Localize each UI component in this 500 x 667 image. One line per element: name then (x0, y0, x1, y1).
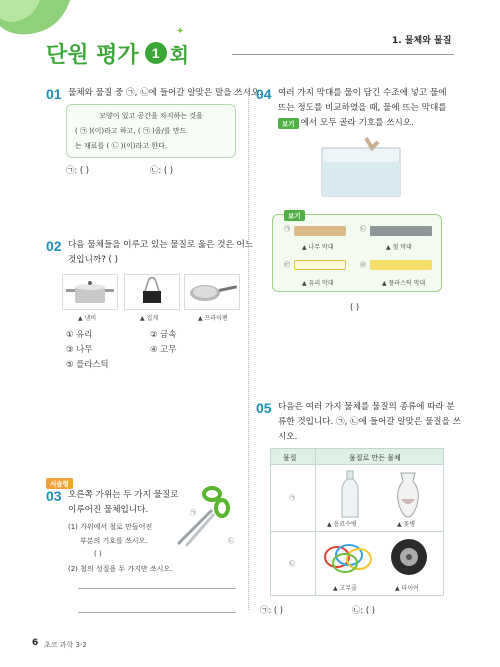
q04-item-label-1: ▲ 나무 막대 (302, 244, 334, 251)
q02-option-4[interactable]: ④ 고무 (150, 344, 177, 354)
water-tank-image (318, 134, 404, 198)
section-title: 1. 물체와 물질 (392, 36, 452, 46)
q03-sub1-blank[interactable]: ( ) (94, 550, 102, 558)
title-num: 1 (151, 45, 160, 61)
q02-item-label-1: ▲ 냄비 (78, 315, 97, 322)
q03-sub2: (2) 철의 성질을 두 가지만 쓰시오. (68, 565, 173, 573)
title-main: 단원 평가 (46, 42, 139, 68)
q04-text3: 에서 모두 골라 기호를 쓰시오. (300, 118, 414, 128)
q05-row2-item-1: ▲ 고무줄 (333, 585, 357, 592)
q03-label-b: ㉡ (228, 538, 235, 545)
q04-bogi-tag: 보기 (278, 118, 299, 129)
q04-item-label-4: ▲ 플라스틱 막대 (382, 280, 426, 287)
q01-answer-b[interactable]: ㉡: ( ) (150, 165, 174, 175)
sparkle-icon: ✦ (176, 26, 185, 37)
q03-answer-line-2[interactable] (78, 612, 236, 613)
footer-book-title: 초코 과학 3-2 (44, 641, 87, 649)
q02-number: 02 (46, 238, 62, 254)
q02-option-5[interactable]: ⑤ 플라스틱 (66, 359, 109, 369)
q05-col2-header: 물질로 만든 물체 (349, 454, 401, 462)
pan-image (184, 274, 240, 310)
pot-image (62, 274, 118, 310)
q04-answer[interactable]: ( ) (350, 302, 360, 312)
q01-box (66, 104, 236, 158)
q05-col1-header: 물질 (283, 454, 297, 462)
q02-option-2[interactable]: ② 금속 (150, 329, 177, 339)
iron-stick-image (370, 226, 432, 236)
title-num-badge (145, 42, 167, 64)
q05-col-divider (315, 449, 316, 595)
q02-option-1[interactable]: ① 유리 (66, 329, 93, 339)
q04-item-label-2: ▲ 철 막대 (386, 244, 412, 251)
q05-row1-item-2: ▲ 꽃병 (397, 521, 416, 528)
q01-number: 01 (46, 86, 62, 102)
q04-item-mark-3: ㉢ (284, 262, 291, 269)
q04-text1: 여러 가지 막대를 물이 담긴 수조에 넣고 물에 (278, 88, 447, 98)
q03-text1: 오른쪽 가위는 두 가지 물질로 (68, 490, 179, 500)
clip-image (124, 274, 180, 310)
q05-row1-mark: ㉠ (289, 495, 296, 502)
column-divider (248, 90, 249, 610)
q03-answer-line-1[interactable] (78, 588, 236, 589)
q03-label-a: ㉠ (190, 510, 197, 517)
leaf-decoration (0, 0, 80, 40)
q04-number: 04 (256, 86, 272, 102)
title-suffix: 회 (169, 42, 189, 67)
q05-row2-item-2: ▲ 타이어 (395, 585, 419, 592)
q03-number: 03 (46, 488, 62, 504)
plastic-stick-image (370, 260, 432, 270)
q05-number: 05 (256, 400, 272, 416)
q05-text2: 류한 것입니다. ㉠, ㉡에 들어갈 알맞은 물질을 쓰 (278, 417, 461, 427)
q02-option-3[interactable]: ③ 나무 (66, 344, 93, 354)
q02-text1: 다음 물체들을 이루고 있는 물질로 옳은 것은 어느 (68, 240, 254, 250)
q04-text2: 뜨는 정도를 비교하였을 때, 물에 뜨는 막대를 (278, 103, 447, 113)
q05-row1-item-1: ▲ 음료수병 (327, 521, 357, 528)
scissors-image (172, 484, 235, 550)
header-rule (232, 54, 454, 55)
footer-page-number: 6 (32, 638, 39, 648)
unit-test-title (46, 38, 189, 68)
q04-text3-row (278, 116, 414, 131)
q04-item-label-3: ▲ 유리 막대 (302, 280, 334, 287)
tire-image (389, 537, 429, 577)
q04-item-mark-4: ㉣ (360, 262, 367, 269)
q01-answer-a[interactable]: ㉠: ( ) (66, 165, 90, 175)
q03-sub1-b: 부분의 기호를 쓰시오. (80, 537, 148, 545)
q01-box-line3: 는 재료를 ( ㉡ )(이)라고 한다. (75, 142, 168, 150)
wood-stick-image (294, 226, 346, 236)
q02-item-label-2: ▲ 집게 (140, 315, 159, 322)
q05-text1: 다음은 여러 가지 물체를 물질의 종류에 따라 분 (278, 402, 455, 412)
q02-item-label-3: ▲ 프라이팬 (198, 315, 228, 322)
q03-sub1-a: (1) 가위에서 철로 만들어진 (68, 523, 153, 531)
bottle-image (335, 469, 365, 519)
q01-box-line2: ( ㉠ )(이)라고 하고, ( ㉠ )을/를 만드 (75, 127, 187, 135)
q03-tag: 서술형 (46, 478, 73, 489)
glass-stick-image (294, 260, 346, 270)
q04-box-tag: 보기 (284, 210, 305, 221)
vase-image (393, 469, 423, 519)
q03-text2: 이루어진 물체입니다. (68, 505, 149, 515)
q04-item-mark-2: ㉡ (360, 226, 367, 233)
q04-item-mark-1: ㉠ (284, 226, 291, 233)
q05-row-divider (271, 531, 443, 532)
q05-row2-mark: ㉡ (289, 561, 296, 568)
q05-table (270, 448, 444, 596)
q01-text: 물체와 물질 중 ㉠, ㉡에 들어갈 알맞은 말을 쓰시오. (68, 88, 262, 98)
q01-box-line1: 모양이 있고 공간을 차지하는 것을 (99, 112, 203, 120)
q02-text2: 것입니까? ( ) (68, 255, 118, 265)
rubber-band-image (321, 537, 375, 577)
q05-text3: 시오. (278, 432, 298, 442)
q05-answer-a[interactable]: ㉠: ( ) (260, 605, 284, 615)
q05-answer-b[interactable]: ㉡: ( ) (352, 605, 376, 615)
